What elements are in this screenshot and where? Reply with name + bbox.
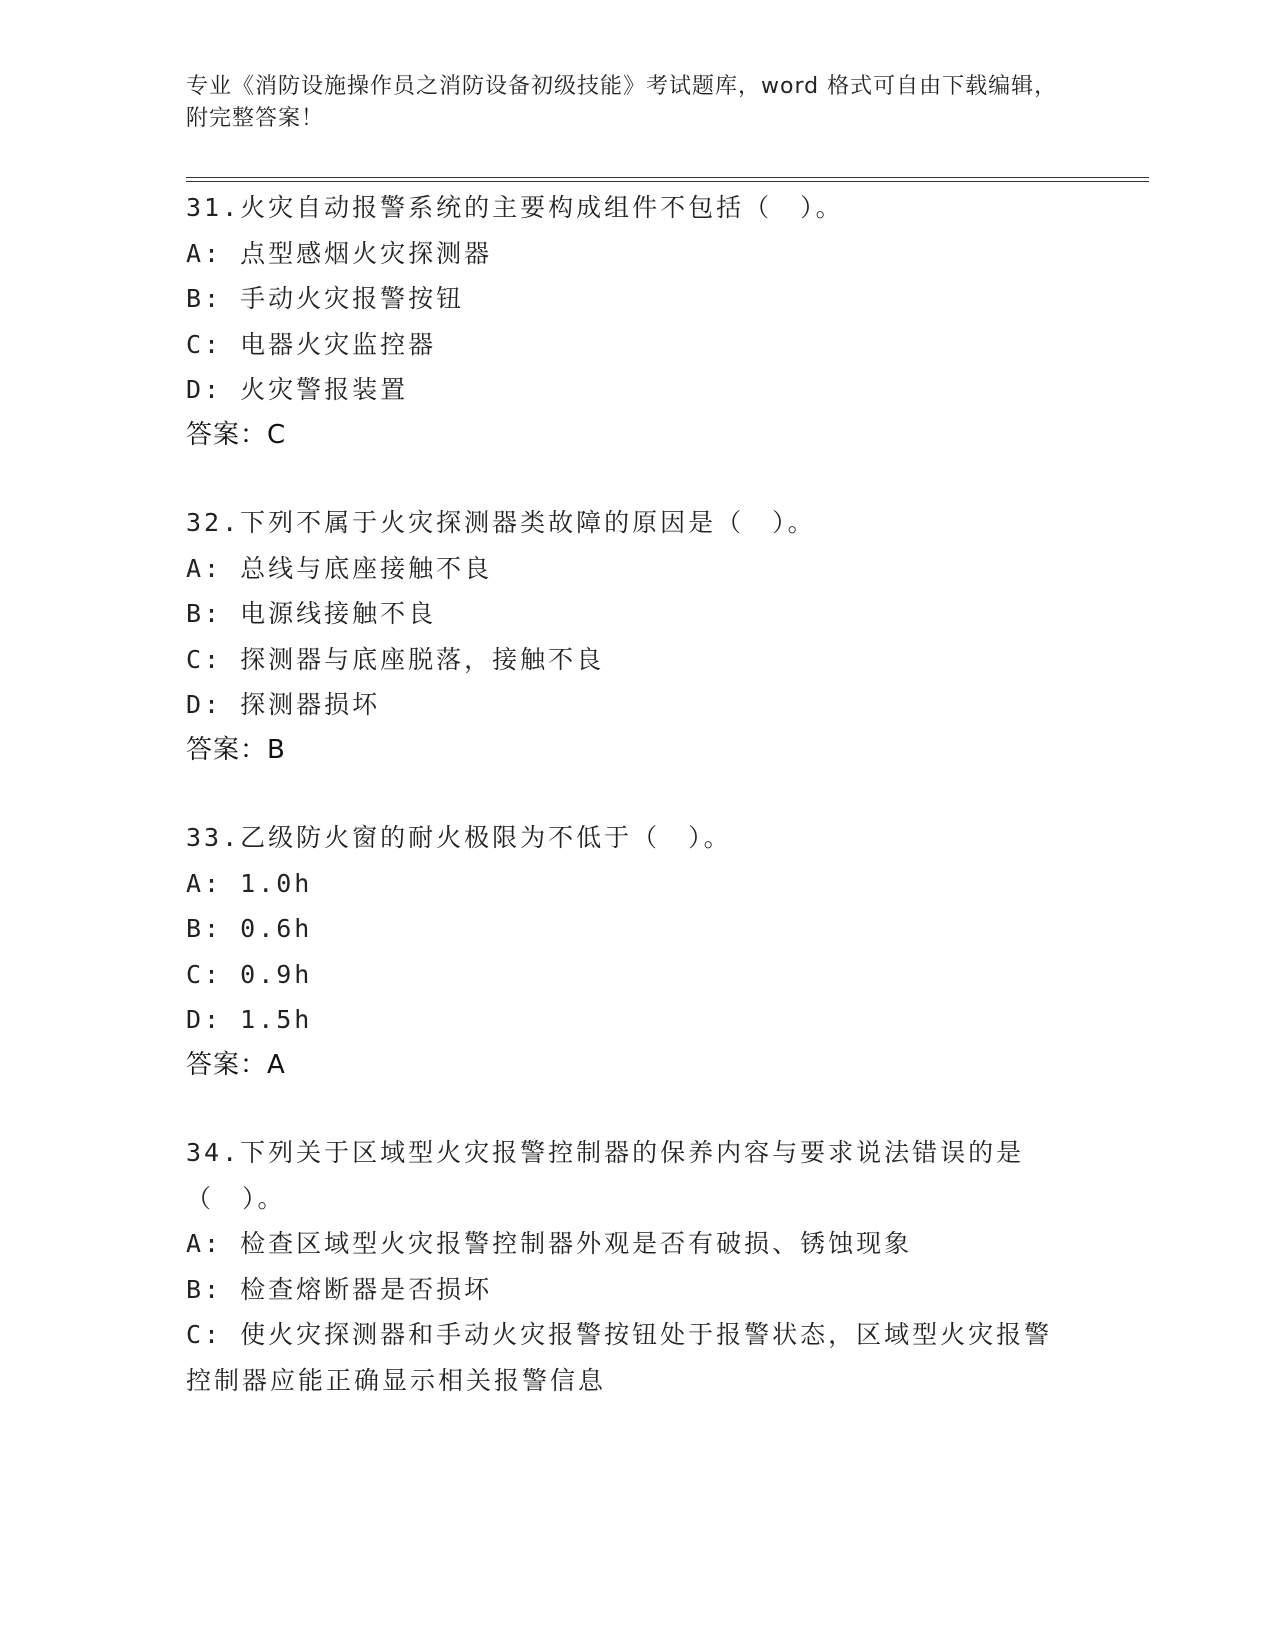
answer: 答案：A bbox=[186, 1049, 286, 1080]
option-c: C: 0.9h bbox=[186, 959, 313, 989]
option-b: B: 电源线接触不良 bbox=[186, 599, 437, 628]
question-stem: 32.下列不属于火灾探测器类故障的原因是（ ）。 bbox=[186, 508, 816, 537]
option-a: A: 检查区域型火灾报警控制器外观是否有破损、锈蚀现象 bbox=[186, 1229, 913, 1258]
option-c: C: 使火灾探测器和手动火灾报警按钮处于报警状态，区域型火灾报警控制器应能正确显示相关报警信息 bbox=[186, 1320, 1053, 1395]
option-d: D: 1.5h bbox=[186, 1005, 313, 1034]
question-stem: 33.乙级防火窗的耐火极限为不低于（ ）。 bbox=[186, 823, 732, 852]
option-d: D: 火灾警报装置 bbox=[186, 375, 409, 404]
option-d: D: 探测器损坏 bbox=[186, 690, 381, 719]
option-c: C: 电器火灾监控器 bbox=[186, 329, 437, 359]
answer: 答案：B bbox=[186, 734, 286, 765]
header-divider-top bbox=[186, 177, 1149, 178]
option-b: B: 检查熔断器是否损坏 bbox=[186, 1274, 493, 1304]
question-32 bbox=[186, 500, 1086, 772]
option-a: A: 总线与底座接触不良 bbox=[186, 553, 493, 583]
option-a: A: 1.0h bbox=[186, 868, 313, 898]
header-divider-bottom bbox=[186, 181, 1149, 182]
option-c: C: 探测器与底座脱落，接触不良 bbox=[186, 644, 605, 674]
question-31 bbox=[186, 185, 1086, 457]
option-a: A: 点型感烟火灾探测器 bbox=[186, 238, 493, 268]
question-33 bbox=[186, 815, 1086, 1087]
answer: 答案：C bbox=[186, 419, 287, 450]
option-b: B: 0.6h bbox=[186, 914, 313, 943]
option-b: B: 手动火灾报警按钮 bbox=[186, 284, 465, 313]
question-stem: 34.下列关于区域型火灾报警控制器的保养内容与要求说法错误的是（ ）。 bbox=[186, 1138, 1025, 1213]
question-34 bbox=[186, 1130, 1086, 1403]
document-header: 专业《消防设施操作员之消防设备初级技能》考试题库，word 格式可自由下载编辑，附完整答案！ bbox=[186, 74, 1058, 131]
question-stem: 31.火灾自动报警系统的主要构成组件不包括（ ）。 bbox=[186, 193, 844, 222]
